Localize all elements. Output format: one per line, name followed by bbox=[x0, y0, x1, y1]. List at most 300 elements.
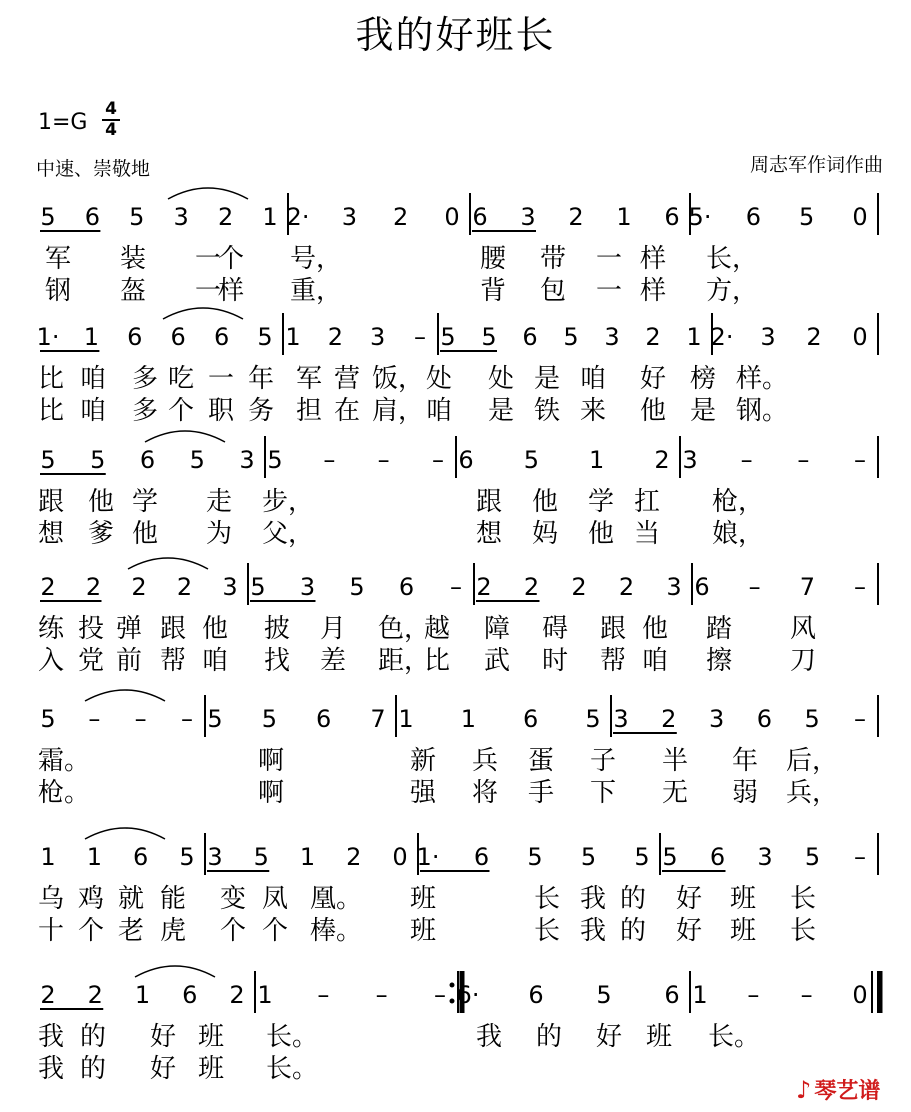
lyric-line1-5-13: 长 bbox=[790, 884, 817, 914]
lyric-line2-3-7: 距， bbox=[378, 646, 431, 676]
lyric-line2-4-1: 啊 bbox=[258, 778, 285, 808]
lyric-line2-1-4: 职 bbox=[208, 396, 235, 426]
note-5-3-2: 3 bbox=[757, 843, 773, 871]
lyric-line1-1-13: 好 bbox=[640, 364, 667, 394]
lyric-line2-4-8: 兵， bbox=[786, 778, 839, 808]
lyric-line1-5-12: 班 bbox=[730, 884, 757, 914]
lyric-line2-3-0: 入 bbox=[38, 646, 65, 676]
note-0-1-1: 3 bbox=[341, 203, 357, 231]
lyric-line2-5-4: 个 bbox=[220, 916, 247, 946]
lyric-line1-3-2: 弹 bbox=[116, 614, 143, 644]
note-6-1-0: 1 bbox=[257, 981, 273, 1009]
lyric-line2-1-14: 是 bbox=[690, 396, 717, 426]
lyric-line1-1-9: 处 bbox=[426, 364, 453, 394]
lyric-line1-4-0: 霜。 bbox=[38, 746, 91, 776]
lyric-line2-5-8: 长 bbox=[534, 916, 561, 946]
note-2-0-3: 5 bbox=[189, 446, 205, 474]
lyric-line1-4-3: 兵 bbox=[472, 746, 499, 776]
lyric-line1-6-6: 的 bbox=[536, 1022, 563, 1052]
lyric-line1-5-9: 我 bbox=[580, 884, 607, 914]
note-2-0-2: 6 bbox=[139, 446, 156, 474]
lyric-line1-3-0: 练 bbox=[38, 614, 65, 644]
note-0-0-2: 5 bbox=[129, 203, 145, 231]
repeat-dot-upper bbox=[450, 983, 455, 988]
lyric-line1-2-3: 走 bbox=[206, 487, 233, 517]
lyric-line2-2-0: 想 bbox=[38, 519, 65, 549]
note-6-2-2: 5 bbox=[596, 981, 612, 1009]
note-3-1-0: 5 bbox=[250, 573, 266, 601]
note-3-2-2: 2 bbox=[571, 573, 587, 601]
lyric-line2-5-13: 长 bbox=[790, 916, 817, 946]
lyric-line1-5-6: 凰。 bbox=[310, 884, 363, 914]
lyric-line1-1-2: 多 bbox=[132, 364, 159, 394]
note-5-2-1: 6 bbox=[473, 843, 490, 871]
note-4-1-0: 5 bbox=[207, 705, 223, 733]
lyric-line2-1-7: 在 bbox=[334, 396, 361, 426]
lyric-line1-0-4: 号， bbox=[290, 244, 343, 274]
lyric-line2-1-11: 铁 bbox=[534, 396, 561, 426]
slur-arc bbox=[145, 431, 225, 442]
lyric-line1-2-6: 他 bbox=[532, 487, 559, 517]
lyric-line1-0-9: 长， bbox=[706, 244, 759, 274]
note-0-1-3: 0 bbox=[444, 203, 460, 231]
lyric-line2-1-8: 肩， bbox=[372, 396, 425, 426]
note-1-3-2: 2 bbox=[806, 323, 822, 351]
lyric-line2-2-5: 想 bbox=[476, 519, 503, 549]
lyric-line2-6-2: 好 bbox=[150, 1054, 177, 1084]
note-1-0-2: 6 bbox=[127, 323, 143, 351]
note-2-2-0: 6 bbox=[458, 446, 474, 474]
lyric-line1-0-0: 军 bbox=[45, 244, 72, 274]
lyric-line2-5-9: 我 bbox=[580, 916, 607, 946]
lyric-line1-6-7: 好 bbox=[596, 1022, 623, 1052]
time-signature-bottom: 4 bbox=[105, 120, 117, 140]
lyric-line1-3-9: 障 bbox=[484, 614, 511, 644]
note-3-0-0: 2 bbox=[40, 573, 56, 601]
lyric-line1-3-14: 风 bbox=[790, 614, 817, 644]
note-6-2-3: 6 bbox=[664, 981, 680, 1009]
note-1-0-4: 6 bbox=[213, 323, 230, 351]
lyric-line1-4-4: 蛋 bbox=[528, 746, 555, 776]
lyric-line2-6-3: 班 bbox=[198, 1054, 225, 1084]
lyric-line1-1-8: 饭， bbox=[372, 364, 425, 394]
lyric-line1-3-11: 跟 bbox=[600, 614, 627, 644]
lyric-line1-2-4: 步， bbox=[262, 487, 315, 517]
lyric-line2-3-6: 差 bbox=[320, 646, 347, 676]
lyric-line1-1-3: 吃 bbox=[168, 364, 195, 394]
note-4-3-2: 3 bbox=[708, 705, 725, 733]
note-3-1-4: – bbox=[450, 573, 462, 601]
lyric-line1-3-3: 跟 bbox=[160, 614, 187, 644]
slur-arc bbox=[135, 966, 215, 977]
lyric-line2-5-1: 个 bbox=[78, 916, 105, 946]
lyric-line1-0-8: 样 bbox=[640, 244, 667, 274]
note-2-3-1: – bbox=[740, 446, 753, 474]
note-4-2-2: 6 bbox=[523, 705, 539, 733]
note-4-3-1: 2 bbox=[661, 705, 677, 733]
note-1-3-1: 3 bbox=[760, 323, 776, 351]
lyric-line1-3-7: 色， bbox=[378, 614, 431, 644]
note-0-0-1: 6 bbox=[84, 203, 101, 231]
note-3-0-2: 2 bbox=[131, 573, 147, 601]
lyric-line2-1-12: 来 bbox=[580, 396, 607, 426]
lyric-line2-4-4: 手 bbox=[528, 778, 555, 808]
note-3-2-3: 2 bbox=[618, 573, 635, 601]
note-1-0-0: 1· bbox=[36, 323, 60, 351]
note-6-0-0: 2 bbox=[40, 981, 56, 1009]
slur-arc bbox=[85, 690, 165, 701]
lyric-line2-5-7: 班 bbox=[410, 916, 437, 946]
note-1-3-3: 0 bbox=[852, 323, 868, 351]
lyric-line1-1-12: 咱 bbox=[580, 364, 607, 394]
note-5-1-4: 0 bbox=[392, 843, 408, 871]
lyric-line2-1-6: 担 bbox=[296, 396, 323, 426]
lyric-line2-4-7: 弱 bbox=[732, 778, 759, 808]
note-3-3-1: – bbox=[748, 573, 761, 601]
note-5-3-0: 5 bbox=[662, 843, 678, 871]
lyric-line2-0-5: 背 bbox=[480, 276, 507, 306]
lyric-line2-3-1: 党 bbox=[78, 646, 105, 676]
lyric-line2-5-6: 棒。 bbox=[310, 916, 363, 946]
note-2-3-2: – bbox=[797, 446, 810, 474]
note-4-0-1: – bbox=[88, 705, 101, 733]
note-6-3-2: – bbox=[800, 981, 813, 1009]
lyric-line1-5-5: 凤 bbox=[262, 884, 289, 914]
note-0-2-0: 6 bbox=[472, 203, 488, 231]
lyric-line1-0-6: 带 bbox=[540, 244, 567, 274]
note-1-0-3: 6 bbox=[170, 323, 186, 351]
lyric-line2-5-5: 个 bbox=[262, 916, 289, 946]
lyric-line2-0-7: 一 bbox=[596, 276, 623, 306]
note-3-1-1: 3 bbox=[299, 573, 316, 601]
note-5-1-1: 5 bbox=[253, 843, 269, 871]
note-5-1-2: 1 bbox=[299, 843, 316, 871]
lyric-line2-0-9: 方， bbox=[706, 276, 759, 306]
note-0-0-5: 1 bbox=[262, 203, 278, 231]
lyric-line2-1-13: 他 bbox=[640, 396, 667, 426]
note-3-3-0: 6 bbox=[694, 573, 710, 601]
note-6-2-1: 6 bbox=[528, 981, 544, 1009]
note-1-1-3: – bbox=[414, 323, 426, 351]
lyric-line2-3-4: 咱 bbox=[202, 646, 229, 676]
note-5-0-1: 1 bbox=[86, 843, 102, 871]
lyric-line1-3-10: 碍 bbox=[542, 614, 569, 644]
note-1-1-2: 3 bbox=[370, 323, 386, 351]
lyric-line1-2-2: 学 bbox=[132, 487, 159, 517]
lyric-line1-1-10: 处 bbox=[488, 364, 515, 394]
note-4-2-1: 1 bbox=[460, 705, 476, 733]
lyric-line1-3-13: 踏 bbox=[706, 614, 733, 644]
note-4-0-2: – bbox=[134, 705, 147, 733]
lyric-line1-1-4: 一 bbox=[208, 364, 235, 394]
lyric-line1-1-0: 比 bbox=[38, 364, 65, 394]
note-2-2-1: 5 bbox=[523, 446, 539, 474]
note-3-2-0: 2 bbox=[476, 573, 492, 601]
lyric-line2-0-4: 重， bbox=[290, 276, 343, 306]
lyric-line2-2-4: 父， bbox=[262, 519, 315, 549]
note-0-2-4: 6 bbox=[664, 203, 680, 231]
lyric-line1-2-0: 跟 bbox=[38, 487, 65, 517]
lyric-line1-5-3: 能 bbox=[160, 884, 187, 914]
lyric-line2-2-3: 为 bbox=[206, 519, 233, 549]
lyric-line2-2-8: 当 bbox=[634, 519, 661, 549]
note-0-2-1: 3 bbox=[520, 203, 536, 231]
lyric-line1-3-5: 披 bbox=[264, 614, 291, 644]
note-2-1-1: – bbox=[323, 446, 336, 474]
lyric-line1-1-6: 军 bbox=[296, 364, 323, 394]
lyric-line1-0-3: 个 bbox=[218, 244, 245, 274]
site-logo bbox=[796, 1074, 880, 1105]
note-4-2-3: 5 bbox=[585, 705, 601, 733]
lyric-line2-5-3: 虎 bbox=[160, 916, 187, 946]
note-4-3-5: – bbox=[854, 705, 866, 733]
note-2-3-0: 3 bbox=[682, 446, 698, 474]
note-3-3-2: 7 bbox=[799, 573, 815, 601]
lyric-line2-3-13: 擦 bbox=[706, 646, 733, 676]
note-1-2-4: 3 bbox=[604, 323, 620, 351]
note-5-3-4: – bbox=[854, 843, 866, 871]
lyric-line1-0-2: 一 bbox=[195, 244, 222, 274]
note-5-2-3: 5 bbox=[580, 843, 597, 871]
lyric-line1-3-8: 越 bbox=[424, 614, 451, 644]
lyric-line2-3-9: 武 bbox=[484, 646, 511, 676]
note-4-1-3: 7 bbox=[370, 705, 386, 733]
note-5-2-2: 5 bbox=[527, 843, 543, 871]
lyric-line2-1-1: 咱 bbox=[80, 396, 107, 426]
note-3-2-4: 3 bbox=[666, 573, 682, 601]
note-2-1-3: – bbox=[432, 446, 444, 474]
note-3-1-2: 5 bbox=[349, 573, 365, 601]
lyric-line2-0-0: 钢 bbox=[45, 276, 72, 306]
lyric-line1-3-1: 投 bbox=[78, 614, 105, 644]
note-2-0-4: 3 bbox=[239, 446, 255, 474]
lyric-line1-2-7: 学 bbox=[588, 487, 615, 517]
note-2-2-3: 2 bbox=[654, 446, 670, 474]
lyric-line2-5-0: 十 bbox=[38, 916, 65, 946]
note-3-0-1: 2 bbox=[85, 573, 102, 601]
lyric-line2-0-2: 一 bbox=[195, 276, 222, 306]
lyric-line1-4-6: 半 bbox=[662, 746, 689, 776]
lyric-line2-3-8: 比 bbox=[424, 646, 451, 676]
lyric-line2-0-3: 样 bbox=[218, 276, 245, 306]
note-0-0-4: 2 bbox=[217, 203, 234, 231]
lyric-line1-5-4: 变 bbox=[220, 884, 247, 914]
note-6-1-2: – bbox=[375, 981, 388, 1009]
lyric-line2-1-9: 咱 bbox=[426, 396, 453, 426]
lyric-line1-5-7: 班 bbox=[410, 884, 437, 914]
lyric-line2-4-0: 枪。 bbox=[38, 778, 91, 808]
lyric-line1-0-1: 装 bbox=[120, 244, 147, 274]
lyric-line1-6-1: 的 bbox=[80, 1022, 107, 1052]
lyric-line2-3-2: 前 bbox=[116, 646, 143, 676]
lyric-line2-3-11: 帮 bbox=[600, 646, 627, 676]
note-3-0-3: 2 bbox=[176, 573, 193, 601]
lyric-line1-6-4: 长。 bbox=[266, 1022, 319, 1052]
lyric-line2-2-1: 爹 bbox=[88, 519, 115, 549]
lyric-line2-4-5: 下 bbox=[590, 778, 617, 808]
lyric-line1-1-1: 咱 bbox=[80, 364, 107, 394]
note-3-3-3: – bbox=[854, 573, 866, 601]
lyric-line1-5-11: 好 bbox=[676, 884, 703, 914]
lyric-line1-2-1: 他 bbox=[88, 487, 115, 517]
lyric-line1-2-5: 跟 bbox=[476, 487, 503, 517]
note-0-3-1: 6 bbox=[745, 203, 761, 231]
lyric-line2-0-6: 包 bbox=[540, 276, 567, 306]
lyric-line2-2-6: 妈 bbox=[532, 519, 559, 549]
note-4-1-2: 6 bbox=[316, 705, 332, 733]
note-0-2-2: 2 bbox=[568, 203, 584, 231]
lyric-line2-6-1: 的 bbox=[80, 1054, 107, 1084]
note-6-1-3: – bbox=[434, 981, 446, 1009]
lyric-line2-1-5: 务 bbox=[248, 396, 275, 426]
note-2-1-0: 5 bbox=[267, 446, 283, 474]
lyric-line1-6-0: 我 bbox=[38, 1022, 65, 1052]
note-1-2-1: 5 bbox=[481, 323, 497, 351]
slur-arc bbox=[163, 308, 243, 319]
lyric-line1-1-7: 营 bbox=[334, 364, 361, 394]
lyric-line1-5-10: 的 bbox=[620, 884, 647, 914]
time-signature-top: 4 bbox=[105, 99, 117, 119]
slur-arc bbox=[168, 188, 248, 199]
note-1-1-1: 2 bbox=[327, 323, 343, 351]
lyric-line1-0-7: 一 bbox=[596, 244, 623, 274]
key-signature: 1=G bbox=[38, 110, 88, 135]
note-6-0-3: 6 bbox=[182, 981, 198, 1009]
lyric-line1-4-2: 新 bbox=[410, 746, 437, 776]
lyric-line1-5-1: 鸡 bbox=[78, 884, 105, 914]
lyric-line2-4-6: 无 bbox=[662, 778, 689, 808]
note-2-1-2: – bbox=[377, 446, 390, 474]
lyric-line2-5-11: 好 bbox=[676, 916, 703, 946]
note-1-1-0: 1 bbox=[285, 323, 301, 351]
note-1-2-5: 2 bbox=[645, 323, 661, 351]
tempo-marking: 中速、崇敬地 bbox=[36, 158, 151, 180]
logo-icon: ♪ bbox=[796, 1076, 812, 1104]
note-4-0-0: 5 bbox=[40, 705, 56, 733]
note-4-3-0: 3 bbox=[613, 705, 629, 733]
note-1-0-5: 5 bbox=[257, 323, 273, 351]
composer-credit: 周志军作词作曲 bbox=[749, 154, 883, 176]
note-6-0-4: 2 bbox=[229, 981, 245, 1009]
note-5-1-0: 3 bbox=[207, 843, 223, 871]
note-6-1-1: – bbox=[317, 981, 330, 1009]
lyric-line1-5-0: 乌 bbox=[38, 884, 65, 914]
lyric-line2-3-12: 咱 bbox=[642, 646, 669, 676]
lyric-line2-0-8: 样 bbox=[640, 276, 667, 306]
lyric-line2-1-0: 比 bbox=[38, 396, 65, 426]
lyric-line2-1-15: 钢。 bbox=[736, 396, 789, 426]
lyric-line2-5-12: 班 bbox=[730, 916, 757, 946]
note-3-2-1: 2 bbox=[523, 573, 540, 601]
note-2-2-2: 1 bbox=[589, 446, 605, 474]
slur-arc bbox=[85, 828, 165, 839]
note-6-0-1: 2 bbox=[87, 981, 103, 1009]
note-6-3-1: – bbox=[747, 981, 760, 1009]
lyric-line1-4-7: 年 bbox=[732, 746, 759, 776]
note-0-1-2: 2 bbox=[393, 203, 409, 231]
lyric-line1-1-15: 样。 bbox=[736, 364, 789, 394]
lyric-line2-5-2: 老 bbox=[118, 916, 145, 946]
lyric-line2-6-0: 我 bbox=[38, 1054, 65, 1084]
note-1-3-0: 2· bbox=[710, 323, 734, 351]
note-6-2-0: 6· bbox=[456, 981, 480, 1009]
lyric-line2-0-1: 盔 bbox=[120, 276, 147, 306]
note-5-3-3: 5 bbox=[804, 843, 821, 871]
lyric-line2-1-3: 个 bbox=[168, 396, 195, 426]
note-1-2-6: 1 bbox=[686, 323, 702, 351]
note-6-3-3: 0 bbox=[852, 981, 868, 1009]
note-4-2-0: 1 bbox=[398, 705, 414, 733]
note-3-0-4: 3 bbox=[222, 573, 238, 601]
note-3-1-3: 6 bbox=[398, 573, 415, 601]
note-5-2-0: 1· bbox=[416, 843, 440, 871]
lyric-line2-3-14: 刀 bbox=[790, 646, 817, 676]
note-1-2-3: 5 bbox=[563, 323, 579, 351]
lyric-line2-4-3: 将 bbox=[472, 778, 499, 808]
lyric-line2-3-5: 找 bbox=[264, 646, 291, 676]
note-4-3-3: 6 bbox=[756, 705, 773, 733]
lyric-line1-1-5: 年 bbox=[248, 364, 275, 394]
note-6-0-2: 1 bbox=[134, 981, 151, 1009]
lyric-line1-2-8: 扛 bbox=[634, 487, 661, 517]
note-5-1-3: 2 bbox=[346, 843, 362, 871]
lyric-line2-6-4: 长。 bbox=[266, 1054, 319, 1084]
note-5-0-2: 6 bbox=[133, 843, 149, 871]
lyric-line2-1-2: 多 bbox=[132, 396, 159, 426]
lyric-line1-2-9: 枪， bbox=[712, 487, 765, 517]
lyric-line2-3-3: 帮 bbox=[160, 646, 187, 676]
note-5-0-3: 5 bbox=[179, 843, 195, 871]
lyric-line2-2-9: 娘， bbox=[712, 519, 765, 549]
note-0-0-3: 3 bbox=[173, 203, 189, 231]
note-1-2-2: 6 bbox=[522, 323, 538, 351]
lyric-line1-3-12: 他 bbox=[642, 614, 669, 644]
note-4-3-4: 5 bbox=[804, 705, 820, 733]
lyric-line1-3-6: 月 bbox=[320, 614, 347, 644]
note-2-3-3: – bbox=[854, 446, 866, 474]
lyric-line2-5-10: 的 bbox=[620, 916, 647, 946]
lyric-line1-5-2: 就 bbox=[118, 884, 145, 914]
lyric-line2-1-10: 是 bbox=[488, 396, 515, 426]
lyric-line1-3-4: 他 bbox=[202, 614, 229, 644]
note-6-3-0: 1 bbox=[692, 981, 708, 1009]
lyric-line1-4-8: 后， bbox=[786, 746, 839, 776]
lyric-line2-2-7: 他 bbox=[588, 519, 615, 549]
note-5-3-1: 6 bbox=[709, 843, 726, 871]
note-1-0-1: 1 bbox=[83, 323, 100, 351]
lyric-line2-3-10: 时 bbox=[542, 646, 569, 676]
lyric-line2-2-2: 他 bbox=[132, 519, 159, 549]
slur-arc bbox=[128, 558, 208, 569]
lyric-line1-6-8: 班 bbox=[646, 1022, 673, 1052]
lyric-line1-6-2: 好 bbox=[150, 1022, 177, 1052]
note-5-0-0: 1 bbox=[40, 843, 56, 871]
note-2-0-1: 5 bbox=[90, 446, 106, 474]
note-0-3-2: 5 bbox=[799, 203, 815, 231]
lyric-line1-4-5: 子 bbox=[590, 746, 617, 776]
note-0-1-0: 2· bbox=[286, 203, 310, 231]
lyric-line1-6-5: 我 bbox=[476, 1022, 503, 1052]
lyric-line1-6-9: 长。 bbox=[708, 1022, 761, 1052]
lyric-line1-6-3: 班 bbox=[198, 1022, 225, 1052]
lyric-line1-1-11: 是 bbox=[534, 364, 561, 394]
note-2-0-0: 5 bbox=[40, 446, 56, 474]
repeat-dot-lower bbox=[450, 999, 455, 1004]
lyric-line1-0-5: 腰 bbox=[480, 244, 507, 274]
note-0-2-3: 1 bbox=[616, 203, 632, 231]
lyric-line1-5-8: 长 bbox=[534, 884, 561, 914]
note-1-2-0: 5 bbox=[440, 323, 456, 351]
